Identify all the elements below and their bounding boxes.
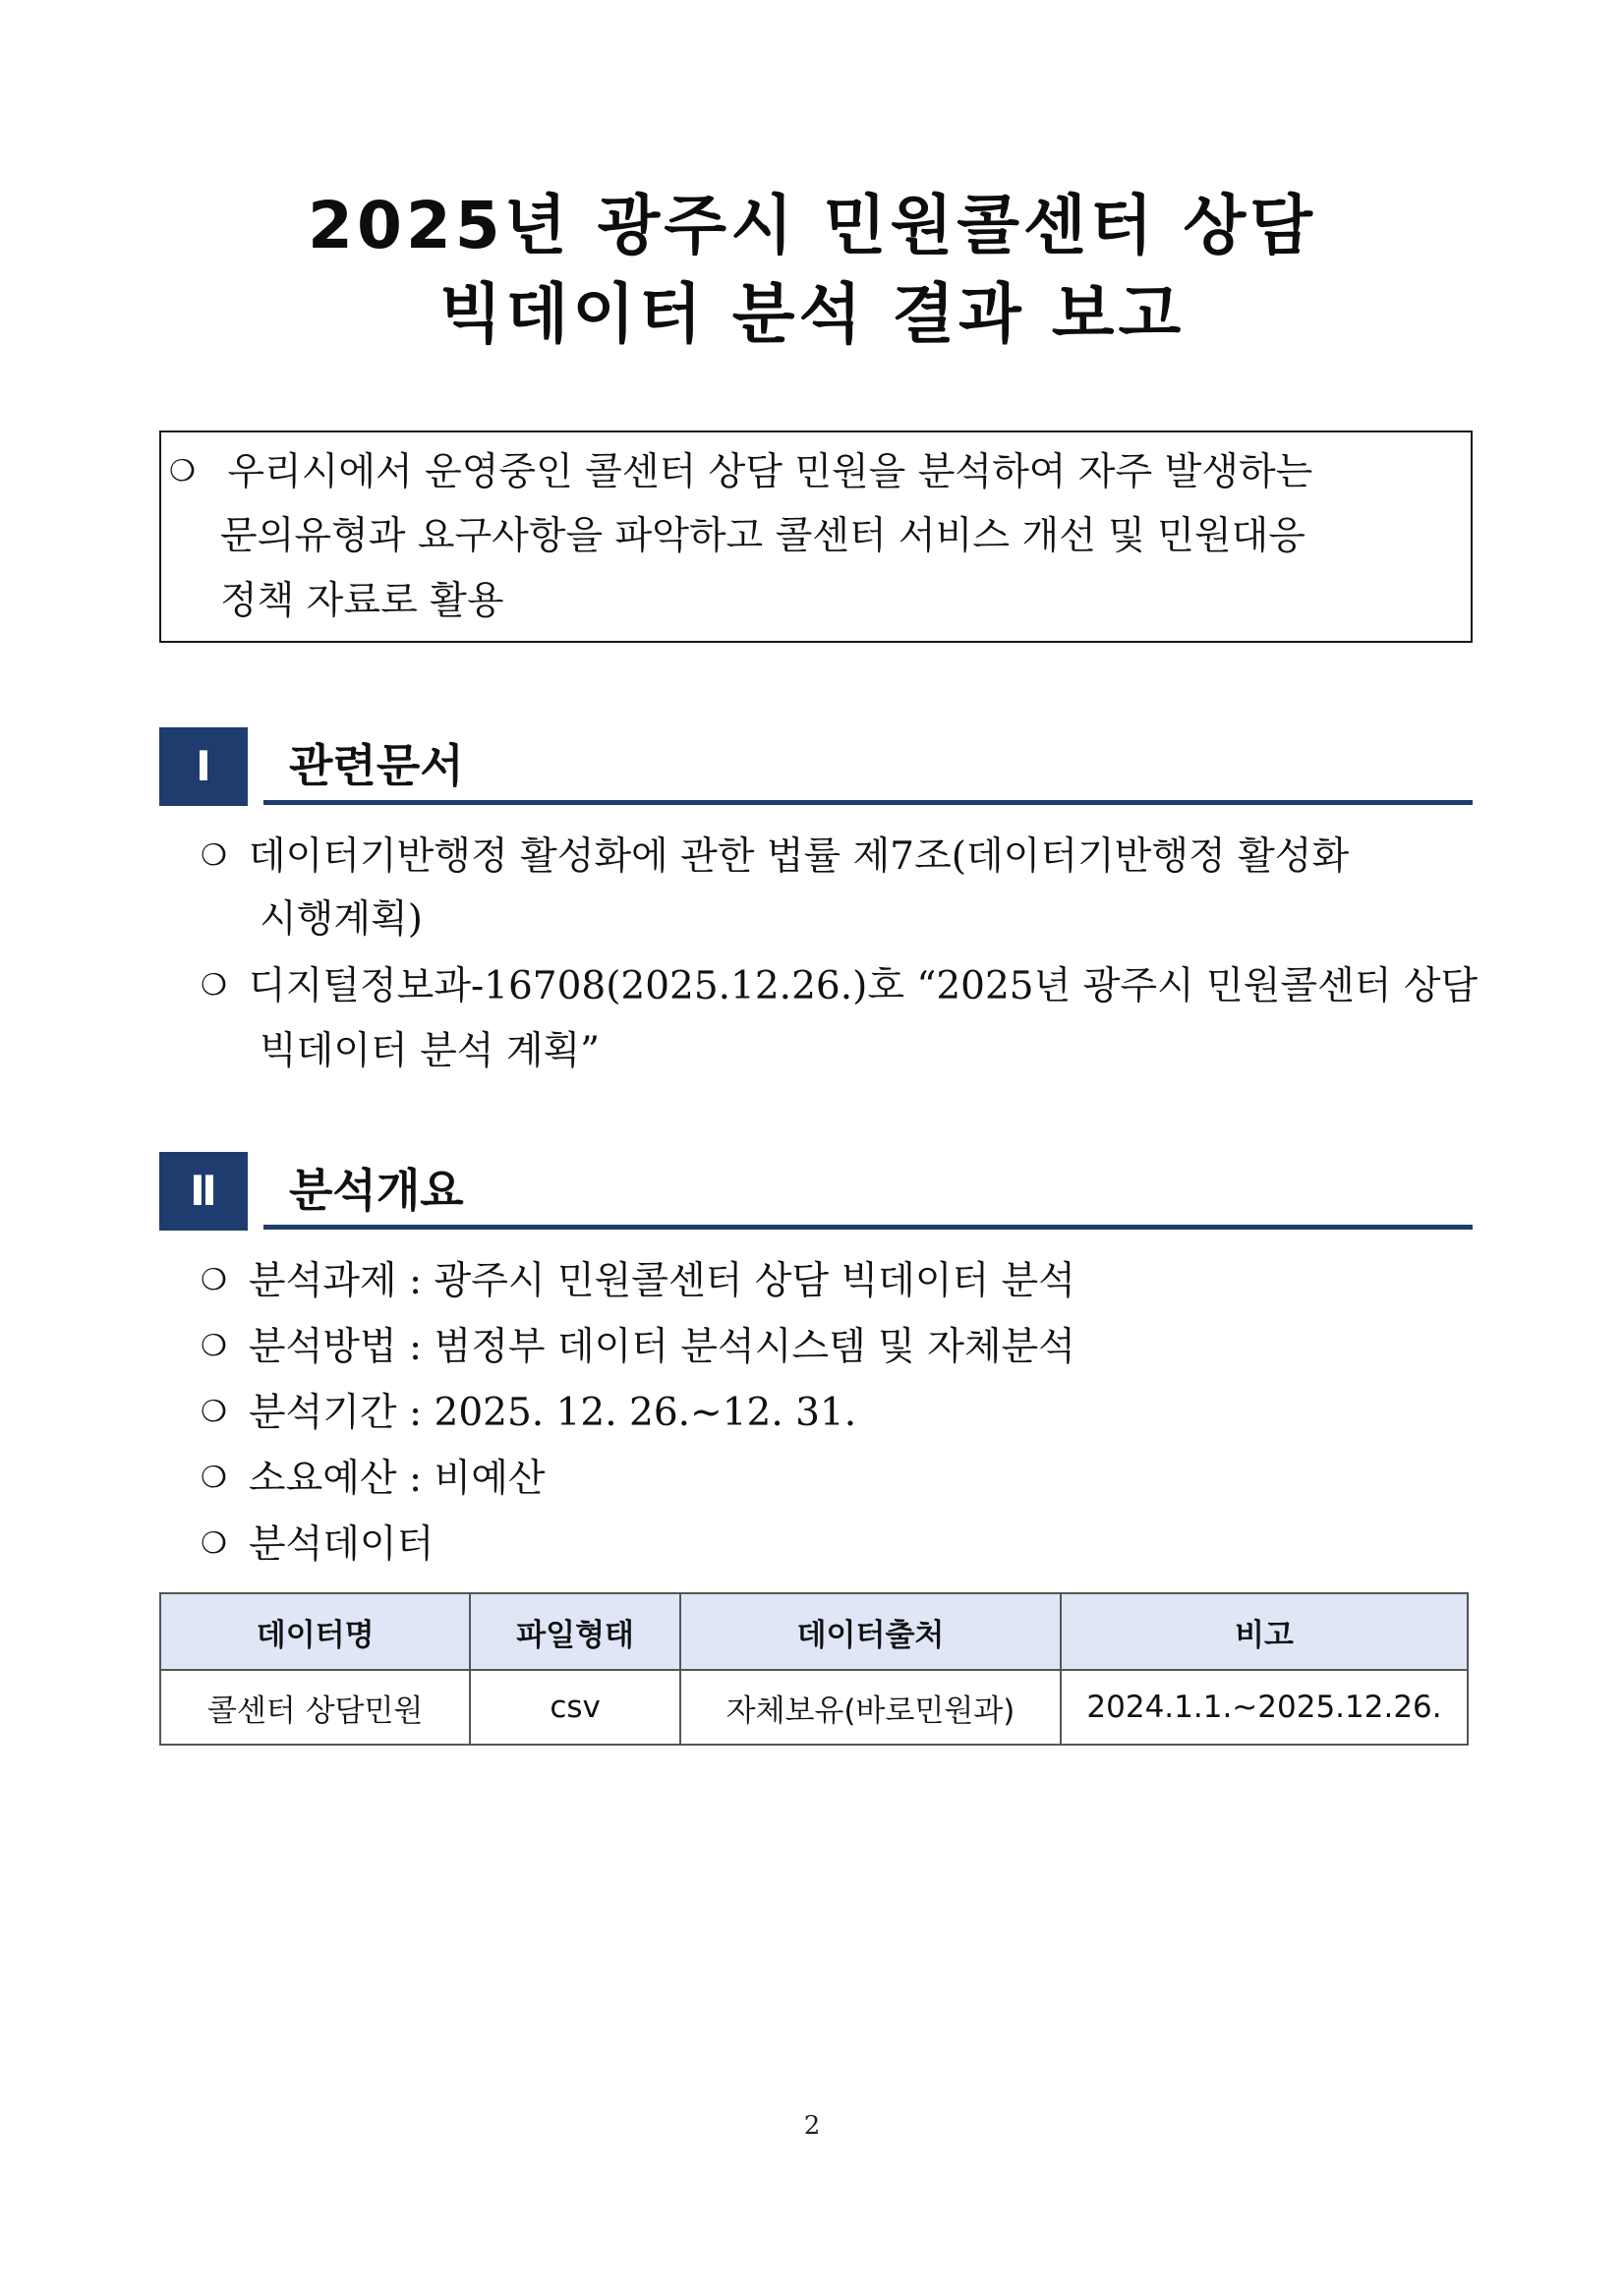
page-number: 2 [803, 2111, 821, 2141]
circle-bullet-icon: ❍ [201, 1461, 227, 1495]
table-header-cell: 비고 [1061, 1593, 1468, 1670]
circle-bullet-icon: ❍ [201, 838, 227, 873]
summary-line-2: 문의유형과 요구사항을 파악하고 콜센터 서비스 개선 및 민원대응 [220, 514, 1305, 558]
section-title-1: 관련문서 [289, 739, 464, 792]
overview-item-method [201, 1314, 1075, 1380]
section-number-2: Ⅱ [159, 1152, 248, 1231]
title-line-2: 빅데이터 분석 결과 보고 [438, 276, 1186, 352]
table-header-cell: 데이터출처 [680, 1593, 1061, 1670]
circle-bullet-icon: ❍ [201, 1329, 227, 1363]
title-line-1: 2025년 광주시 민원콜센터 상담 [308, 188, 1316, 263]
table-header-cell: 파일형태 [470, 1593, 680, 1670]
table-cell: 2024.1.1.~2025.12.26. [1061, 1670, 1468, 1745]
related-doc-item-1 [201, 824, 1349, 890]
related-doc-1-line-1: 데이터기반행정 활성화에 관한 법률 제7조(데이터기반행정 활성화 [248, 834, 1350, 879]
related-doc-2-line-1: 디지털정보과-16708(2025.12.26.)호 “2025년 광주시 민원콜센터 상담 [248, 964, 1479, 1008]
overview-period-text: 분석기간 : 2025. 12. 26.~12. 31. [248, 1391, 857, 1435]
overview-task-text: 분석과제 : 광주시 민원콜센터 상담 빅데이터 분석 [248, 1259, 1075, 1303]
table-header-row [160, 1593, 1468, 1670]
circle-bullet-icon: ❍ [201, 968, 227, 1003]
summary-line-1 [169, 439, 1312, 505]
section-number-1: Ⅰ [159, 727, 248, 806]
overview-item-period [201, 1380, 856, 1446]
overview-item-data [201, 1512, 434, 1578]
section-rule-1 [263, 800, 1473, 805]
analysis-data-table [159, 1592, 1469, 1746]
table-header-cell: 데이터명 [160, 1593, 470, 1670]
table-cell: csv [470, 1670, 680, 1745]
summary-line-3: 정책 자료로 활용 [220, 579, 504, 623]
table-cell: 콜센터 상담민원 [160, 1670, 470, 1745]
section-title-2: 분석개요 [289, 1164, 464, 1217]
circle-bullet-icon: ❍ [201, 1526, 227, 1561]
section-rule-2 [263, 1225, 1473, 1230]
related-doc-2-line-2: 빅데이터 분석 계획” [260, 1029, 601, 1073]
circle-bullet-icon: ❍ [169, 454, 196, 488]
overview-item-budget [201, 1446, 546, 1512]
overview-method-text: 분석방법 : 범정부 데이터 분석시스템 및 자체분석 [248, 1325, 1075, 1369]
related-doc-1-line-2: 시행계획) [260, 897, 423, 942]
related-doc-item-2 [201, 953, 1478, 1019]
overview-data-text: 분석데이터 [248, 1522, 435, 1567]
table-cell: 자체보유(바로민원과) [680, 1670, 1061, 1745]
circle-bullet-icon: ❍ [201, 1395, 227, 1429]
overview-budget-text: 소요예산 : 비예산 [248, 1457, 546, 1501]
table-row [160, 1670, 1468, 1745]
circle-bullet-icon: ❍ [201, 1263, 227, 1297]
summary-text-1: 우리시에서 운영중인 콜센터 상담 민원을 분석하여 자주 발생하는 [227, 450, 1313, 494]
overview-item-task [201, 1248, 1075, 1314]
